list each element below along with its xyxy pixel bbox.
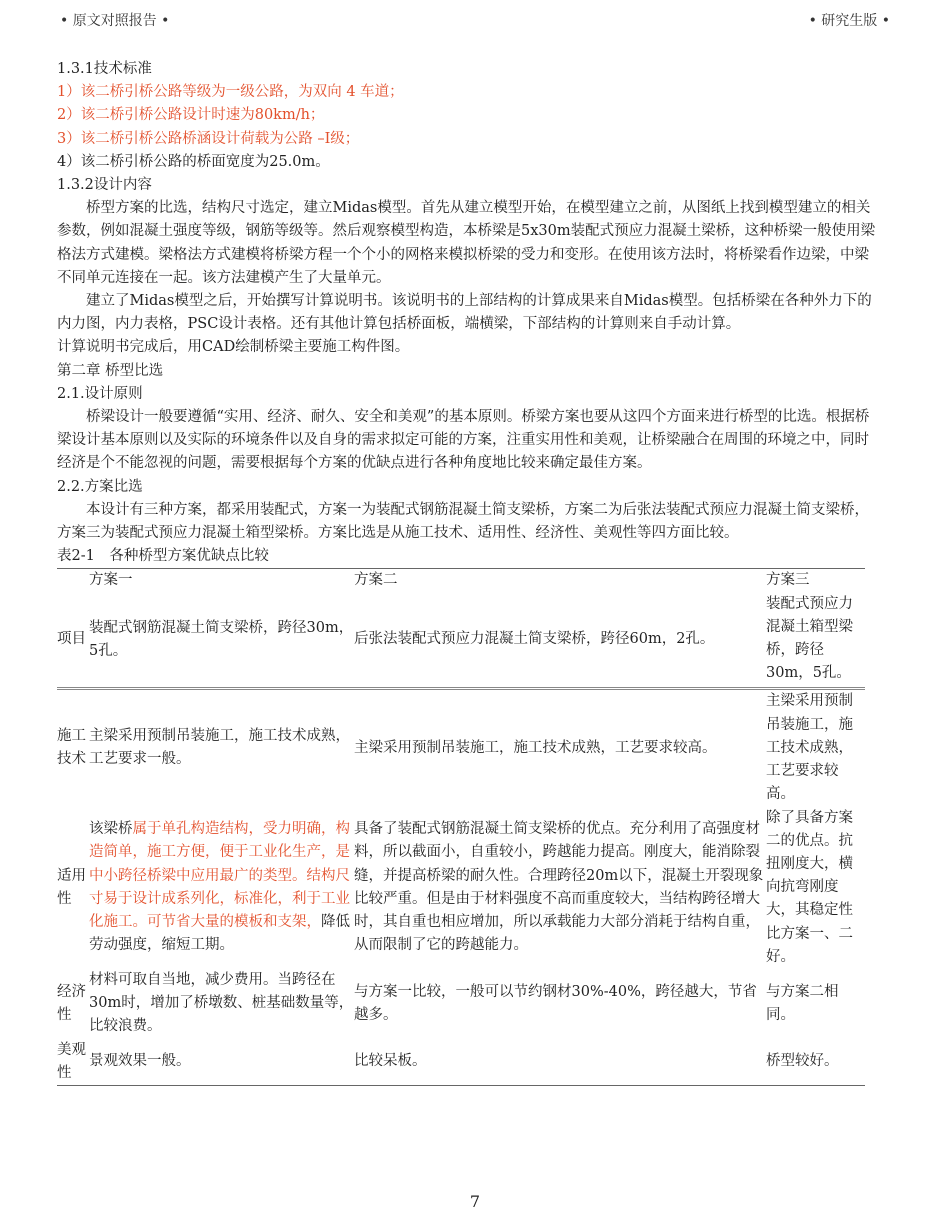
cell-economy-scheme-1: 材料可取自当地，减少费用。当跨径在30m时，增加了桥墩数、桩基础数量等，比较浪费。 — [89, 971, 354, 1035]
comparison-table — [57, 568, 865, 1085]
applicability-scheme-1-suffix: 降低劳动强度，缩短工期。 — [89, 913, 350, 954]
paragraph-design-content-1: 桥型方案的比选，结构尺寸选定，建立Midas模型。首先从建立模型开始，在模型建立之前，从图纸上找到模型建立的相关参数，例如混凝土强度等级，钢筋等级等。然后观察模型构造，本桥梁是5x30m装配式预应力混凝土梁桥，这种桥梁一般使用梁格法方式建模。梁格法方式建模将桥梁方程一个个小的网格来模拟桥梁的受力和变形。在使用该方法时，将桥梁看作边梁，中梁不同单元连接在一起。该方法建模产生了大量单元。 — [57, 200, 876, 286]
row-label-aesthetics: 美观性 — [57, 1041, 86, 1081]
cell-project-scheme-2: 后张法装配式预应力混凝土简支梁桥，跨径60m，2孔。 — [354, 631, 715, 648]
applicability-scheme-1-highlight: 属于单孔构造结构，受力明确，构造简单，施工方便，便于工业化生产，是中小跨径桥梁中应用最广的类型。结构尺寸易于设计成系列化，标准化，利于工业化施工。可节省大量的模板和支架， — [89, 821, 350, 930]
row-label-construction: 施工技术 — [57, 728, 86, 768]
header-cell-scheme-3: 方案三 — [766, 572, 810, 589]
table-caption: 表2-1 各种桥型方案优缺点比较 — [57, 548, 269, 565]
cell-construction-scheme-1: 主梁采用预制吊装施工，施工技术成熟，工艺要求一般。 — [89, 728, 350, 768]
cell-applicability-scheme-1 — [89, 807, 354, 969]
table-row-construction — [57, 690, 865, 806]
cell-aesthetics-scheme-2: 比较呆板。 — [354, 1053, 427, 1070]
header-cell-scheme-1: 方案一 — [89, 572, 133, 589]
paragraph-scheme-comparison: 本设计有三种方案，都采用装配式，方案一为装配式钢筋混凝土简支梁桥，方案二为后张法装配式预应力混凝土简支梁桥，方案三为装配式预应力混凝土箱型梁桥。方案比选是从施工技术、适用性、经济性、美观性等四方面比较。 — [57, 501, 869, 542]
paragraph-design-content-3: 计算说明书完成后，用CAD绘制桥梁主要施工构件图。 — [57, 339, 410, 356]
table-row-project — [57, 593, 865, 689]
document-body — [57, 58, 882, 1086]
cell-applicability-scheme-3: 除了具备方案二的优点。抗扭刚度大，横向抗弯刚度大，其稳定性比方案一、二好。 — [766, 809, 853, 965]
cell-aesthetics-scheme-3: 桥型较好。 — [766, 1053, 839, 1070]
table-row-applicability — [57, 807, 865, 969]
table-row-aesthetics — [57, 1039, 865, 1086]
section-1-3-2-heading: 1.3.2设计内容 — [57, 177, 152, 194]
section-2-1-heading: 2.1.设计原则 — [57, 385, 143, 402]
standard-item-3: 3）该二桥引桥公路桥涵设计荷载为公路 –Ⅰ级； — [57, 130, 360, 147]
cell-applicability-scheme-2: 具备了装配式钢筋混凝土简支梁桥的优点。充分利用了高强度材料，所以截面小，自重较小，跨越能力提高。刚度大，能消除裂缝，并提高桥梁的耐久性。合理跨径20m以下，混凝土开裂现象比较严重。但是由于材料强度不高而重度较大，当结构跨径增大时，其自重也相应增加，所以承载能力大部分消耗于结构自重，从而限制了它的跨越能力。 — [354, 821, 764, 954]
cell-project-scheme-3: 装配式预应力混凝土箱型梁桥，跨径30m，5孔。 — [766, 595, 853, 682]
header-cell-empty — [57, 569, 89, 593]
section-1-3-1-heading: 1.3.1技术标准 — [57, 61, 152, 77]
row-label-applicability: 适用性 — [57, 867, 86, 907]
header-left: • 原文对照报告 • — [60, 13, 170, 29]
paragraph-design-principles: 桥梁设计一般要遵循“实用、经济、耐久、安全和美观”的基本原则。桥梁方案也要从这四个方面来进行桥型的比选。根据桥梁设计基本原则以及实际的环境条件以及自身的需求拟定可能的方案，注重实用性和美观，让桥梁融合在周围的环境之中，同时经济是个不能忽视的问题，需要根据每个方案的优缺点进行各种角度地比较来确定最佳方案。 — [57, 409, 870, 472]
applicability-scheme-1-prefix: 该梁桥 — [89, 821, 133, 838]
header-cell-scheme-2: 方案二 — [354, 572, 398, 589]
standard-item-1: 1）该二桥引桥公路等级为一级公路，为双向 4 车道； — [57, 84, 404, 101]
cell-construction-scheme-3: 主梁采用预制吊装施工，施工技术成熟，工艺要求较高。 — [766, 693, 853, 803]
cell-economy-scheme-2: 与方案一比较，一般可以节约钢材30%-40%，跨径越大，节省越多。 — [354, 983, 757, 1023]
row-label-project: 项目 — [57, 631, 86, 648]
table-header-row — [57, 569, 865, 593]
standard-item-2: 2）该二桥引桥公路设计时速为80km/h； — [57, 107, 325, 124]
cell-project-scheme-1: 装配式钢筋混凝土简支梁桥，跨径30m，5孔。 — [89, 619, 354, 660]
cell-construction-scheme-2: 主梁采用预制吊装施工，施工技术成熟，工艺要求较高。 — [354, 739, 717, 756]
table-row-economy — [57, 969, 865, 1039]
paragraph-design-content-2: 建立了Midas模型之后，开始撰写计算说明书。该说明书的上部结构的计算成果来自Midas模型。包括桥梁在各种外力下的内力图，内力表格，PSC设计表格。还有其他计算包括桥面板，端横梁，下部结构的计算则来自手动计算。 — [57, 293, 872, 333]
cell-aesthetics-scheme-1: 景观效果一般。 — [89, 1053, 191, 1070]
chapter-2-heading: 第二章 桥型比选 — [57, 362, 164, 379]
row-label-economy: 经济性 — [57, 983, 86, 1023]
standard-item-4: 4）该二桥引桥公路的桥面宽度为25.0m。 — [57, 153, 330, 170]
header-right: • 研究生版 • — [808, 13, 890, 29]
cell-economy-scheme-3: 与方案二相同。 — [766, 983, 839, 1023]
section-2-2-heading: 2.2.方案比选 — [57, 478, 143, 495]
page-number: 7 — [469, 1192, 481, 1211]
